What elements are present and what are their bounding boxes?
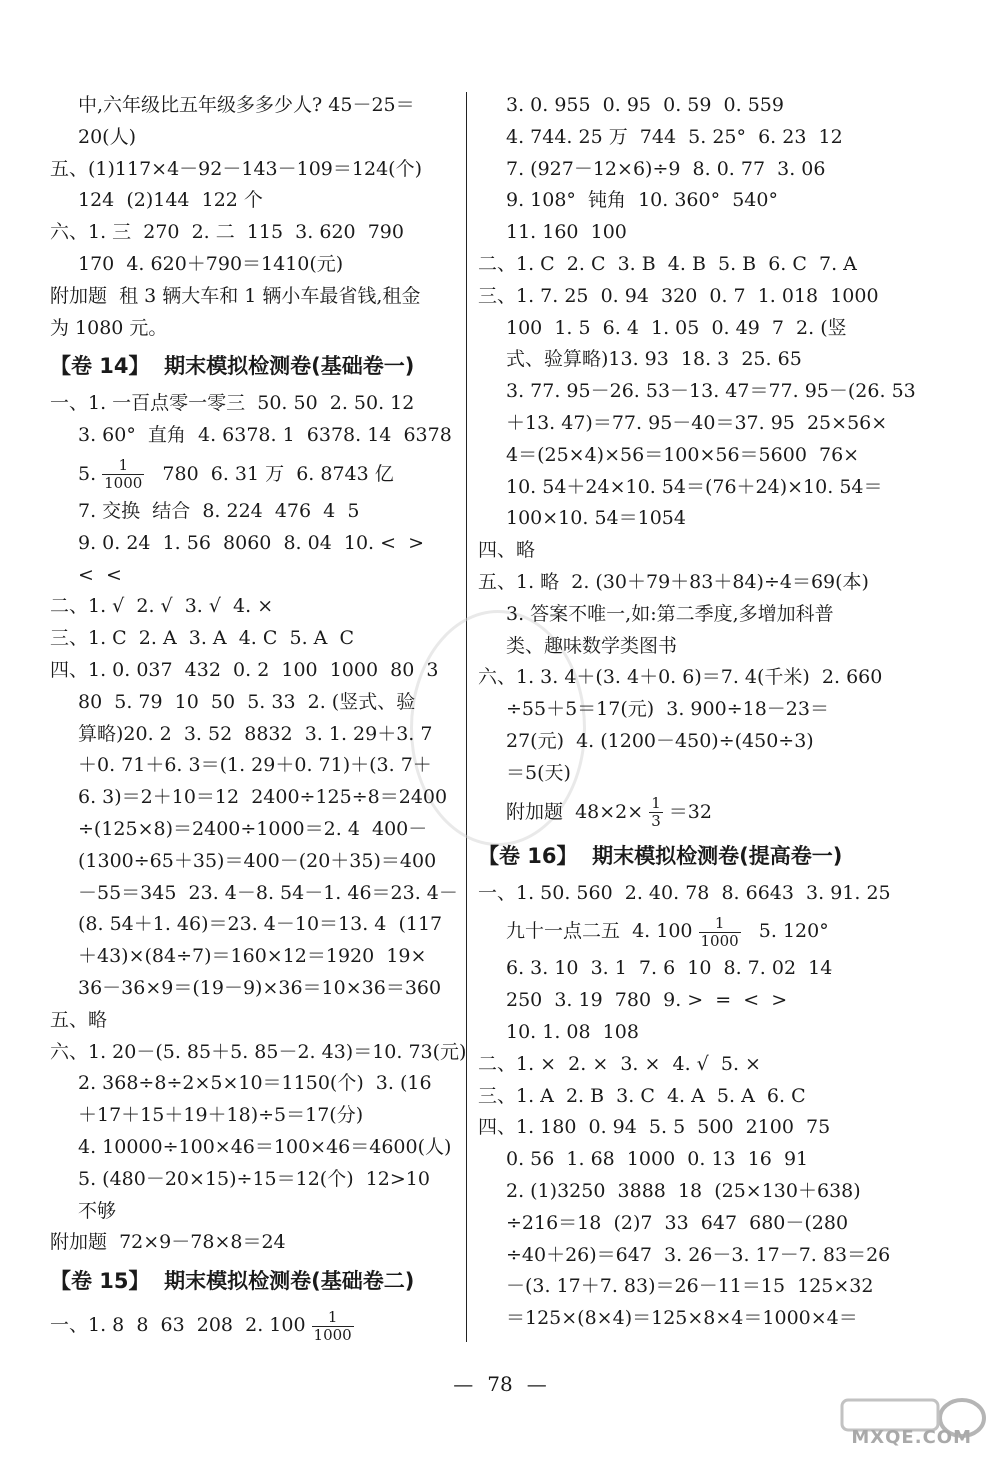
answer-text: 附加题 72×9－78×8＝24 [50, 1231, 286, 1254]
answer-line [478, 758, 890, 790]
answer-text: 3. 60° 直角 4. 6378. 1 6378. 14 6378 [78, 424, 452, 447]
answer-line [478, 217, 890, 249]
answer-text: 80 5. 79 10 50 5. 33 2. (竖式、验 [78, 690, 416, 713]
answer-text: 6. 3. 10 3. 1 7. 6 10 8. 7. 02 14 [506, 957, 833, 980]
answer-text: 中,六年级比五年级多多少人? 45－25＝ [78, 94, 415, 116]
fraction-denominator: 1000 [313, 1325, 352, 1344]
answer-text: 五、1. 略 2. (30＋79＋83＋84)÷4＝69(本) [478, 570, 869, 593]
answer-line [478, 440, 890, 472]
right-answer-column [478, 90, 916, 1335]
answer-text: 3. 答案不唯一,如:第二季度,多增加科普 [506, 602, 834, 625]
answer-text: 附加题 48×2× [506, 800, 644, 823]
answer-line [478, 1303, 890, 1335]
answer-line [50, 591, 458, 623]
answer-text: 6. 3)＝2＋10＝12 2400÷125÷8＝2400 [78, 786, 448, 809]
answer-line [50, 388, 458, 420]
answer-text: 4. 10000÷100×46＝100×46＝4600(人) [78, 1135, 452, 1158]
answer-text: 11. 160 100 [506, 221, 627, 244]
answer-text: 六、1. 三 270 2. 二 115 3. 620 790 [50, 221, 404, 244]
answer-text: －(3. 17＋7. 83)＝26－11＝15 125×32 [506, 1275, 874, 1298]
answer-text: 五、略 [50, 1008, 108, 1031]
answer-text: 7. (927－12×6)÷9 8. 0. 77 3. 06 [506, 157, 826, 180]
answer-text: 36－36×9＝(19－9)×36＝10×36＝360 [78, 976, 442, 999]
answer-text: ÷216＝18 (2)7 33 647 680－(280 [506, 1211, 849, 1234]
fraction [102, 457, 144, 492]
answer-text: 10. 54＋24×10. 54＝(76＋24)×10. 54＝ [506, 475, 883, 498]
answer-text: 10. 1. 08 108 [506, 1020, 639, 1043]
answer-line [50, 1005, 458, 1037]
answer-text: 20(人) [78, 125, 137, 148]
answer-text: 27(元) 4. (1200－450)÷(450÷3) [506, 729, 814, 752]
answer-text: 4. 744. 25 万 744 5. 25° 6. 23 12 [506, 125, 843, 148]
answer-line [478, 726, 890, 758]
answer-line [478, 1017, 890, 1049]
answer-text: ＋0. 71＋6. 3＝(1. 29＋0. 71)＋(3. 7＋ [78, 754, 432, 777]
answer-text: ÷40＋26)＝647 3. 26－3. 17－7. 83＝26 [506, 1243, 891, 1266]
answer-text: －55＝345 23. 4－8. 54－1. 46＝23. 4－ [78, 881, 458, 904]
answer-text: 六、1. 3. 4＋(3. 4＋0. 6)＝7. 4(千米) 2. 660 [478, 666, 883, 689]
fraction-denominator: 1000 [700, 931, 739, 950]
answer-text-after-fraction: 780 6. 31 万 6. 8743 亿 [150, 462, 394, 485]
answer-line [50, 655, 458, 687]
answer-text: 4＝(25×4)×56＝100×56＝5600 76× [506, 443, 860, 466]
answer-line [478, 122, 890, 154]
answer-line [50, 941, 458, 973]
answer-line [50, 1068, 458, 1100]
answer-line [50, 623, 458, 655]
answer-line [50, 528, 458, 560]
answer-line [50, 1037, 467, 1069]
answer-line [478, 154, 890, 186]
answer-line [50, 313, 458, 345]
answer-line [478, 185, 890, 217]
fraction [312, 1309, 354, 1344]
answer-text: ÷(125×8)＝2400÷1000＝2. 4 400－ [78, 817, 428, 840]
section-heading [478, 836, 890, 876]
fraction-numerator: 1 [327, 1307, 338, 1326]
answer-line [478, 1049, 890, 1081]
watermark-logo [822, 1390, 992, 1454]
answer-line [50, 687, 458, 719]
answer-text: (1300÷65＋35)＝400－(20＋35)＝400 [78, 849, 437, 872]
answer-text: ＋43)×(84÷7)＝160×12＝1920 19× [78, 945, 427, 968]
answer-line [478, 1208, 890, 1240]
answer-text: 2. 368÷8÷2×5×10＝1150(个) 3. (16 [78, 1072, 432, 1095]
answer-text: 一、1. 一百点零一零三 50. 50 2. 50. 12 [50, 392, 415, 415]
answer-line [478, 344, 890, 376]
answer-line [478, 1112, 890, 1144]
answer-line [478, 790, 890, 834]
answer-text: ＝125×(8×4)＝125×8×4＝1000×4＝ [506, 1307, 858, 1330]
fraction-denominator: 3 [651, 812, 661, 831]
answer-line [478, 90, 890, 122]
answer-line [50, 560, 458, 592]
answer-line [478, 567, 890, 599]
answer-line [50, 1100, 458, 1132]
answer-line [50, 185, 458, 217]
answer-line [50, 814, 458, 846]
answer-line [478, 985, 890, 1017]
answer-line [478, 631, 890, 663]
answer-text: 一、1. 8 8 63 208 2. 100 [50, 1314, 306, 1337]
answer-text: 124 (2)144 122 个 [78, 189, 263, 212]
answer-line [478, 909, 890, 953]
answer-line [50, 122, 458, 154]
answer-text: 四、1. 180 0. 94 5. 5 500 2100 75 [478, 1116, 831, 1139]
answer-text: 2. (1)3250 3888 18 (25×130＋638) [506, 1179, 861, 1202]
answer-line [478, 1240, 890, 1272]
answer-text: 一、1. 50. 560 2. 40. 78 8. 6643 3. 91. 25 [478, 881, 891, 904]
answer-line [50, 496, 458, 528]
answer-text: ＋13. 47)＝77. 95－40＝37. 95 25×56× [506, 411, 888, 434]
answer-line [50, 1164, 458, 1196]
answer-text: ＝5(天) [506, 761, 571, 784]
answer-text: 五、(1)117×4－92－143－109＝124(个) [50, 157, 422, 180]
watermark-text: MXQE.COM [851, 1427, 972, 1448]
answer-line [478, 662, 890, 694]
answer-text: 100 1. 5 6. 4 1. 05 0. 49 7 2. (竖 [506, 316, 847, 339]
answer-line [478, 878, 890, 910]
answer-line [478, 1271, 890, 1303]
answer-text: 100×10. 54＝1054 [506, 507, 686, 530]
page-number: — 78 — [0, 1372, 1000, 1396]
section-heading [50, 1261, 458, 1301]
answer-line [50, 217, 458, 249]
answer-text: 六、1. 20－(5. 85＋5. 85－2. 43)＝10. 73(元) [50, 1040, 467, 1063]
answer-text: 0. 56 1. 68 1000 0. 13 16 91 [506, 1148, 809, 1171]
answer-text: 附加题 租 3 辆大车和 1 辆小车最省钱,租金 [50, 284, 421, 307]
answer-line [478, 953, 890, 985]
answer-line [50, 452, 458, 496]
answer-text: ＋17＋15＋19＋18)÷5＝17(分) [78, 1104, 364, 1127]
section-heading [50, 346, 458, 386]
answer-line [50, 281, 458, 313]
answer-text: 【卷 16】 期末模拟检测卷(提高卷一) [478, 843, 843, 868]
answer-text: 170 4. 620＋790＝1410(元) [78, 252, 344, 275]
answer-line [50, 750, 458, 782]
answer-line [478, 599, 890, 631]
fraction-denominator: 1000 [104, 474, 143, 493]
answer-line [478, 1081, 890, 1113]
answer-text: 5. (480－20×15)÷15＝12(个) 12>10 [78, 1167, 430, 1190]
answer-text: 四、略 [478, 539, 536, 562]
answer-line [478, 281, 890, 313]
answer-text: 三、1. 7. 25 0. 94 320 0. 7 1. 018 1000 [478, 284, 879, 307]
answer-line [478, 535, 890, 567]
answer-text: 不够 [78, 1199, 117, 1222]
answer-text: 5. [78, 462, 97, 485]
answer-text: 9. 0. 24 1. 56 8060 8. 04 10. < > [78, 531, 425, 554]
answer-line [50, 973, 458, 1005]
answer-line [478, 503, 890, 535]
answer-text: 二、1. C 2. C 3. B 4. B 5. B 6. C 7. A [478, 252, 857, 275]
answer-line [50, 782, 458, 814]
answer-line [50, 420, 458, 452]
answer-text: 四、1. 0. 037 432 0. 2 100 1000 80 3 [50, 658, 439, 681]
answer-line [478, 408, 890, 440]
answer-line [478, 249, 890, 281]
answer-text: 7. 交换 结合 8. 224 476 4 5 [78, 499, 360, 522]
answer-text: 类、趣味数学类图书 [506, 634, 678, 657]
answer-line [50, 1196, 458, 1228]
fraction-numerator: 1 [651, 794, 661, 813]
answer-text: 3. 0. 955 0. 95 0. 59 0. 559 [506, 94, 784, 116]
answer-text-after-fraction: 5. 120° [746, 920, 829, 943]
answer-line [50, 1227, 458, 1259]
answer-text: 式、验算略)13. 93 18. 3 25. 65 [506, 348, 802, 371]
answer-text: ÷55＋5＝17(元) 3. 900÷18－23＝ [506, 698, 829, 721]
fraction [699, 915, 741, 950]
answer-line [50, 1132, 458, 1164]
answer-text: 为 1080 元。 [50, 316, 168, 339]
answer-line [50, 249, 458, 281]
answer-line [478, 313, 890, 345]
fraction [649, 795, 663, 830]
answer-text: 三、1. A 2. B 3. C 4. A 5. A 6. C [478, 1084, 806, 1107]
answer-text-after-fraction: ＝32 [668, 800, 712, 823]
fraction-numerator: 1 [118, 456, 128, 475]
answer-line [478, 1144, 890, 1176]
answer-text: 9. 108° 钝角 10. 360° 540° [506, 189, 778, 212]
answer-line [50, 719, 458, 751]
answer-text: 算略)20. 2 3. 52 8832 3. 1. 29＋3. 7 [78, 722, 433, 745]
answer-line [478, 472, 890, 504]
left-answer-column [50, 90, 467, 1347]
answer-text: 【卷 15】 期末模拟检测卷(基础卷二) [50, 1269, 415, 1294]
answer-text: 3. 77. 95－26. 53－13. 47＝77. 95－(26. 53 [506, 380, 916, 403]
answer-text: 【卷 14】 期末模拟检测卷(基础卷一) [50, 354, 415, 379]
answer-text: 二、1. √ 2. √ 3. √ 4. × [50, 595, 274, 618]
fraction-numerator: 1 [714, 913, 725, 932]
answer-line [50, 1303, 458, 1347]
answer-text: (8. 54＋1. 46)＝23. 4－10＝13. 4 (117 [78, 913, 443, 936]
answer-line [50, 154, 458, 186]
answer-text: 三、1. C 2. A 3. A 4. C 5. A C [50, 627, 355, 650]
answer-text: < < [78, 563, 122, 586]
answer-line [478, 694, 890, 726]
answer-text: 250 3. 19 780 9. > = < > [506, 989, 788, 1012]
answer-text: 九十一点二五 4. 100 [506, 920, 693, 943]
answer-line [50, 878, 458, 910]
answer-line [478, 376, 916, 408]
answer-line [478, 1176, 890, 1208]
answer-text: 二、1. × 2. × 3. × 4. √ 5. × [478, 1052, 761, 1075]
answer-line [50, 909, 458, 941]
answer-line [50, 90, 458, 122]
answer-line [50, 846, 458, 878]
